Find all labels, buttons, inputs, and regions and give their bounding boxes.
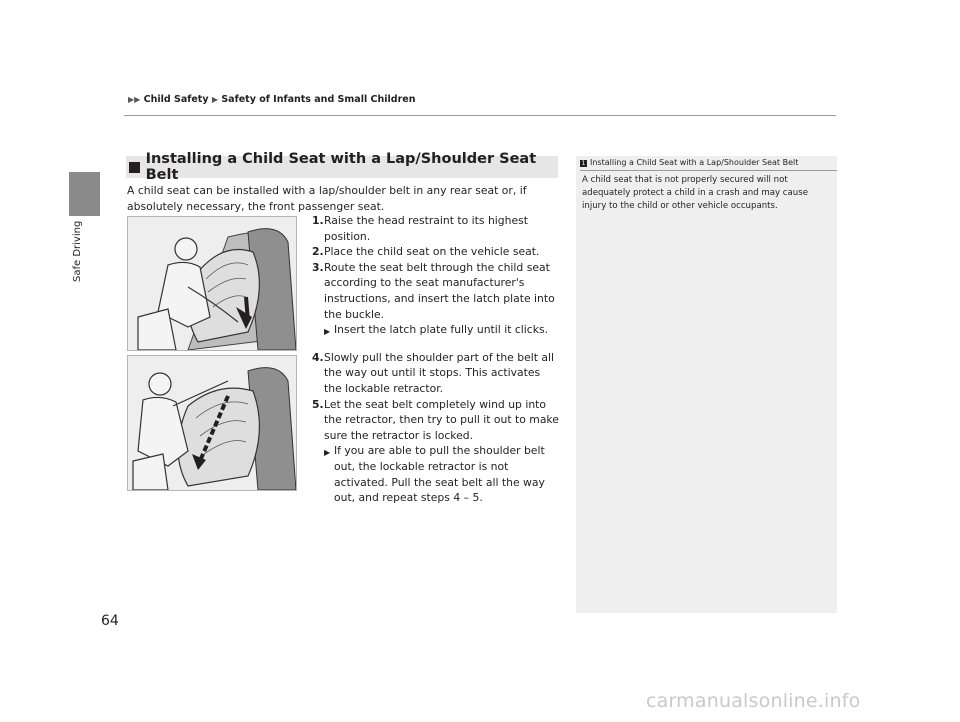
step-text: Slowly pull the shoulder part of the belt all the way out until it stops. This activates the lockable retractor.	[324, 350, 555, 395]
step-note-text: Insert the latch plate fully until it clicks.	[334, 323, 549, 337]
sidebar-title-text: Installing a Child Seat with a Lap/Shoulder Seat Belt	[590, 158, 799, 167]
breadcrumb	[128, 94, 415, 105]
steps-list	[312, 213, 560, 506]
header-divider	[124, 115, 836, 116]
sidebar-body: A child seat that is not properly secured will not adequately protect a child in a crash and may cause injury to the child or other vehicle occupants.	[582, 175, 809, 211]
child-seat-illustration-2	[127, 355, 297, 491]
step-note-text: If you are able to pull the shoulder belt out, the lockable retractor is not activated. Pull the seat belt all the way out, and repeat steps 4 – 5.	[334, 444, 545, 505]
breadcrumb-item-safety-infants[interactable]: Safety of Infants and Small Children	[221, 94, 416, 105]
step-note	[324, 443, 560, 505]
sidebar-note	[576, 156, 837, 613]
step-item	[312, 397, 560, 444]
step-number: 4.	[312, 350, 324, 364]
triangle-right-icon: ▶▶	[128, 95, 141, 104]
step-text: Let the seat belt completely wind up into the retractor, then try to pull it out to make sure the retractor is locked.	[324, 397, 559, 442]
step-text: Route the seat belt through the child seat according to the seat manufacturer's instructions, and insert the latch plate into the buckle.	[324, 260, 555, 321]
triangle-right-icon: ▶	[324, 448, 331, 458]
triangle-right-icon: ▶	[211, 95, 219, 104]
chapter-label: Safe Driving	[72, 220, 83, 282]
step-item	[312, 213, 560, 244]
child-seat-illustration-1	[127, 216, 297, 351]
sidebar-divider	[580, 170, 837, 171]
section-title: Installing a Child Seat with a Lap/Shoulder Seat Belt	[145, 151, 537, 183]
reference-icon: 1	[581, 160, 586, 167]
step-item	[312, 350, 560, 397]
step-text: Raise the head restraint to its highest position.	[324, 214, 528, 243]
sidebar-title	[580, 158, 798, 167]
breadcrumb-item-child-safety[interactable]: Child Safety	[143, 94, 209, 105]
page-number: 64	[101, 613, 119, 629]
square-icon	[129, 162, 140, 173]
side-tab	[69, 172, 100, 216]
step-number: 5.	[312, 397, 324, 411]
step-number: 1.	[312, 214, 324, 227]
section-header	[126, 151, 558, 183]
watermark: carmanualsonline.info	[646, 690, 861, 712]
intro-paragraph: A child seat can be installed with a lap/shoulder belt in any rear seat or, if absolutely necessary, the front passenger seat.	[127, 184, 527, 213]
triangle-right-icon: ▶	[324, 327, 331, 337]
step-item	[312, 260, 560, 322]
step-text: Place the child seat on the vehicle seat.	[324, 245, 540, 259]
step-note	[324, 322, 560, 340]
step-item	[312, 244, 560, 260]
step-number: 3.	[312, 260, 324, 274]
step-number: 2.	[312, 245, 324, 259]
